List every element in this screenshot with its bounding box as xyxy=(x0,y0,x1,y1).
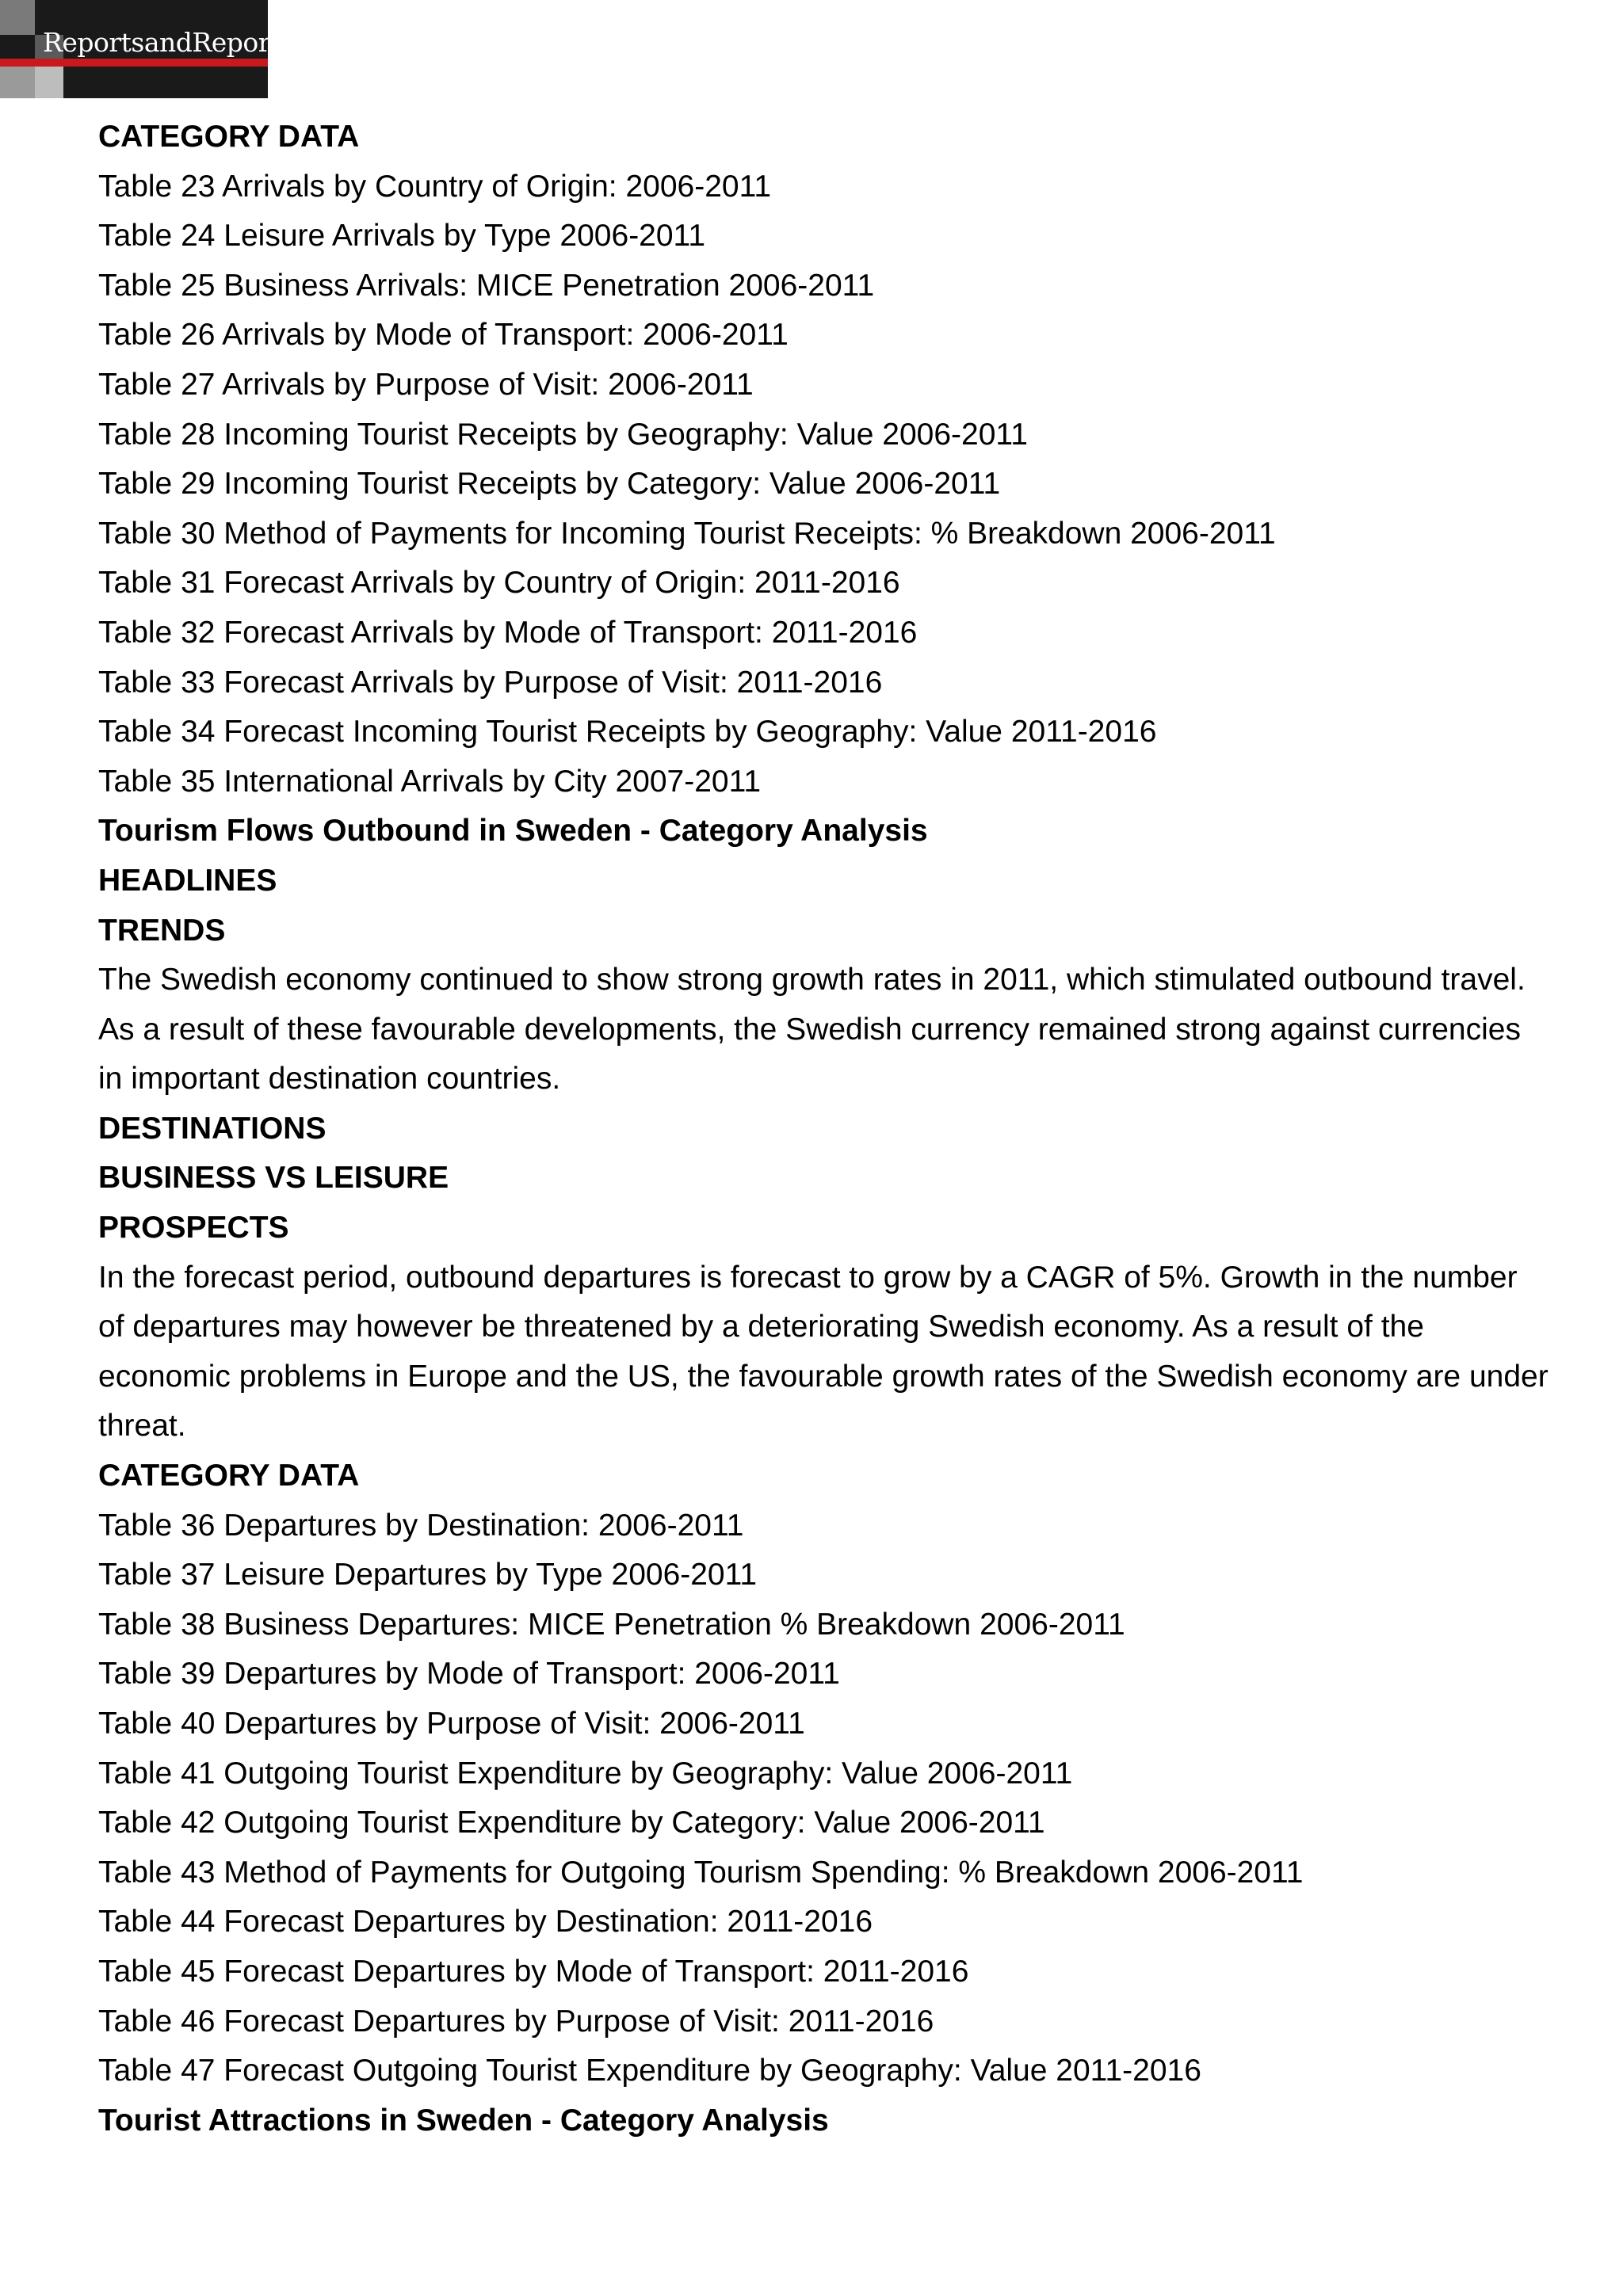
logo-text: ReportsandReports xyxy=(43,27,294,58)
table-list-item: Table 27 Arrivals by Purpose of Visit: 2006-2011 xyxy=(98,367,754,402)
table-list-item: Table 26 Arrivals by Mode of Transport: 2006-2011 xyxy=(98,318,789,353)
table-list-item: Table 25 Business Arrivals: MICE Penetration 2006-2011 xyxy=(98,268,875,303)
section-heading: CATEGORY DATA xyxy=(98,120,360,154)
section-heading: Tourist Attractions in Sweden - Category Analysis xyxy=(98,2103,829,2138)
table-list-item: Table 43 Method of Payments for Outgoing Tourism Spending: % Breakdown 2006-2011 xyxy=(98,1855,1304,1890)
body-paragraph: In the forecast period, outbound departures is forecast to grow by a CAGR of 5%. Growth in the number of departures may however be threatened by a deteriorating Swedish economy. As a result of the economic problems in Europe and the US, the favourable growth rates of the Swedish economy are under threat. xyxy=(98,1260,1549,1444)
table-list-item: Table 38 Business Departures: MICE Penetration % Breakdown 2006-2011 xyxy=(98,1607,1125,1642)
table-list-item: Table 29 Incoming Tourist Receipts by Category: Value 2006-2011 xyxy=(98,467,1001,502)
section-heading: Tourism Flows Outbound in Sweden - Category Analysis xyxy=(98,814,928,849)
table-list-item: Table 36 Departures by Destination: 2006-2011 xyxy=(98,1508,744,1543)
body-paragraph: The Swedish economy continued to show strong growth rates in 2011, which stimulated outbound travel. As a result of these favourable developments, the Swedish currency remained strong against currencies in important destination countries. xyxy=(98,963,1526,1097)
table-list-item: Table 40 Departures by Purpose of Visit: 2006-2011 xyxy=(98,1707,805,1741)
table-list-item: Table 44 Forecast Departures by Destination: 2011-2016 xyxy=(98,1905,873,1939)
section-heading: HEADLINES xyxy=(98,863,277,898)
brand-logo xyxy=(0,0,294,98)
logo-square xyxy=(0,0,35,35)
section-heading: CATEGORY DATA xyxy=(98,1459,360,1493)
table-list-item: Table 35 International Arrivals by City 2007-2011 xyxy=(98,764,762,799)
document-body xyxy=(98,113,1549,2145)
table-list-item: Table 31 Forecast Arrivals by Country of Origin: 2011-2016 xyxy=(98,566,900,601)
section-heading: PROSPECTS xyxy=(98,1211,289,1245)
logo-square xyxy=(0,67,35,98)
table-list-item: Table 33 Forecast Arrivals by Purpose of Visit: 2011-2016 xyxy=(98,665,883,700)
table-list-item: Table 23 Arrivals by Country of Origin: 2006-2011 xyxy=(98,169,772,204)
table-list-item: Table 46 Forecast Departures by Purpose of Visit: 2011-2016 xyxy=(98,2004,934,2039)
table-list-item: Table 47 Forecast Outgoing Tourist Expenditure by Geography: Value 2011-2016 xyxy=(98,2054,1201,2088)
logo-square xyxy=(35,67,63,98)
table-list-item: Table 24 Leisure Arrivals by Type 2006-2011 xyxy=(98,219,706,254)
section-heading: TRENDS xyxy=(98,913,226,948)
table-list-item: Table 28 Incoming Tourist Receipts by Geography: Value 2006-2011 xyxy=(98,417,1028,452)
table-list-item: Table 39 Departures by Mode of Transport: 2006-2011 xyxy=(98,1657,840,1691)
table-list-item: Table 30 Method of Payments for Incoming Tourist Receipts: % Breakdown 2006-2011 xyxy=(98,516,1276,551)
table-list-item: Table 37 Leisure Departures by Type 2006-2011 xyxy=(98,1558,758,1592)
table-list-item: Table 41 Outgoing Tourist Expenditure by Geography: Value 2006-2011 xyxy=(98,1756,1073,1791)
section-heading: BUSINESS VS LEISURE xyxy=(98,1161,449,1196)
section-heading: DESTINATIONS xyxy=(98,1111,327,1146)
table-list-item: Table 32 Forecast Arrivals by Mode of Transport: 2011-2016 xyxy=(98,615,918,650)
table-list-item: Table 45 Forecast Departures by Mode of Transport: 2011-2016 xyxy=(98,1954,969,1989)
table-list-item: Table 42 Outgoing Tourist Expenditure by Category: Value 2006-2011 xyxy=(98,1806,1045,1840)
table-list-item: Table 34 Forecast Incoming Tourist Receipts by Geography: Value 2011-2016 xyxy=(98,715,1157,749)
logo-red-bar xyxy=(0,59,268,67)
